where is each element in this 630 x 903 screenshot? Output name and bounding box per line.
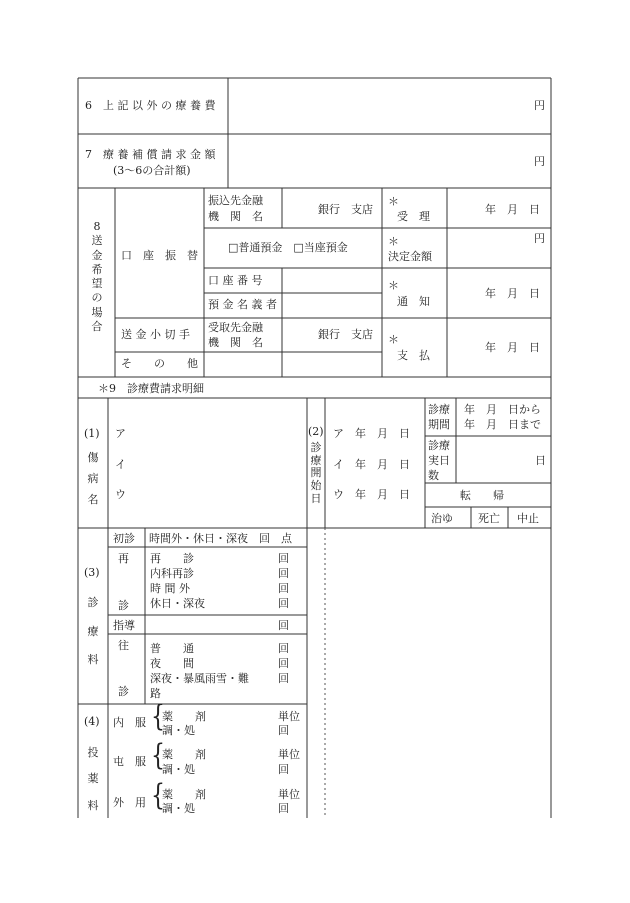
- home-visit-unit: 回: [278, 642, 289, 655]
- home-visit-item: 普 通: [150, 642, 194, 655]
- injury-title-char: 名: [87, 492, 99, 506]
- medication-title-char: 料: [87, 798, 99, 812]
- revisit-unit: 回: [278, 597, 289, 610]
- start-date-title-char: 開: [310, 466, 322, 480]
- section8-title-char: 送: [91, 234, 103, 248]
- revisit-char-top: 再: [118, 552, 129, 565]
- section8-title-char: の: [91, 291, 103, 305]
- medication-line: 薬 剤: [162, 748, 206, 761]
- injury-item-a: ア: [115, 427, 126, 440]
- revisit-unit: 回: [278, 582, 289, 595]
- as-needed-label: 屯 服: [113, 755, 146, 768]
- injury-title: [86, 448, 100, 511]
- brace-icon: {: [151, 780, 165, 813]
- bank-label-line2: 機 関 名: [208, 210, 263, 223]
- home-visit-item: 夜 間: [150, 657, 194, 670]
- accepted-date: 年 月 日: [485, 203, 540, 216]
- revisit-item: 時 間 外: [150, 582, 190, 595]
- start-date-row-i: イ 年 月 日: [333, 458, 410, 471]
- other-method-label: そ の 他: [121, 357, 198, 370]
- actual-days-unit: 日: [535, 454, 546, 467]
- injury-item-i: イ: [115, 458, 126, 471]
- revisit-item: 再 診: [150, 552, 194, 565]
- consult-number: (3): [84, 566, 100, 579]
- section9-title: ＊9 診療費請求明細: [98, 382, 204, 395]
- guidance-unit: 回: [278, 619, 289, 632]
- medication-title-char: 投: [87, 746, 99, 759]
- outcome-title: 転 帰: [460, 489, 504, 502]
- injury-title-char: 傷: [87, 451, 99, 464]
- home-visit-unit: 回: [278, 672, 289, 685]
- decided-mark: ＊: [388, 235, 399, 248]
- bank-branch-suffix: 銀行 支店: [318, 203, 373, 216]
- period-from: 年 月 日から: [464, 403, 541, 416]
- start-date-title-char: 診: [310, 441, 322, 454]
- medication-unit: 回: [278, 763, 289, 776]
- start-date-title-char: 日: [310, 491, 322, 505]
- receiver-label-line2: 機 関 名: [208, 336, 263, 349]
- consult-title: [86, 589, 100, 675]
- medication-title-char: 薬: [87, 772, 99, 786]
- start-date-title-char: 療: [310, 453, 322, 467]
- home-visit-char-bottom: 診: [118, 685, 129, 698]
- first-visit-desc: 時間外・休日・深夜 回 点: [149, 532, 292, 545]
- period-to: 年 月 日まで: [464, 418, 541, 431]
- payment-label: 支 払: [397, 349, 430, 362]
- outcome-option-discontinued[interactable]: 中止: [517, 512, 539, 525]
- section8-title-char: 場: [91, 305, 103, 319]
- section8-title-char: 希: [91, 262, 103, 276]
- payment-mark: ＊: [388, 333, 399, 346]
- period-label-line1: 診療: [428, 403, 450, 416]
- revisit-unit: 回: [278, 567, 289, 580]
- start-date-row-a: ア 年 月 日: [333, 427, 410, 440]
- receiver-branch-suffix: 銀行 支店: [318, 328, 373, 341]
- payment-date: 年 月 日: [485, 341, 540, 354]
- consult-title-char: 療: [87, 624, 99, 638]
- medication-unit: 単位: [278, 788, 300, 801]
- brace-icon: {: [151, 740, 165, 773]
- start-date-title-char: 始: [310, 478, 322, 492]
- section8-title-char: 望: [91, 277, 103, 291]
- revisit-item: 休日・深夜: [150, 597, 205, 610]
- home-visit-unit: 回: [278, 657, 289, 670]
- row6-label: 6 上 記 以 外 の 療 養 費: [85, 99, 216, 112]
- medication-title: [86, 740, 100, 819]
- section8-title-char: 合: [91, 320, 103, 334]
- start-date-row-u: ウ 年 月 日: [333, 488, 410, 501]
- external-use-label: 外 用: [113, 796, 146, 809]
- row7-yen-unit: 円: [534, 155, 545, 168]
- deposit-type-checkboxes[interactable]: □普通預金 □当座預金: [228, 241, 348, 254]
- medication-number: (4): [84, 715, 100, 728]
- brace-icon: {: [151, 701, 165, 734]
- home-visit-item: 路: [150, 687, 161, 700]
- account-transfer-label: 口 座 振 替: [121, 249, 198, 262]
- receiver-label-line1: 受取先金融: [208, 321, 263, 334]
- outcome-option-death[interactable]: 死亡: [478, 512, 500, 525]
- guidance-label: 指導: [113, 619, 135, 632]
- injury-title-char: 病: [87, 471, 99, 485]
- medication-line: 調・処: [162, 802, 195, 815]
- money-order-label: 送 金 小 切 手: [121, 328, 190, 341]
- actual-days-label-line2: 実日: [428, 454, 450, 467]
- medication-unit: 回: [278, 724, 289, 737]
- consult-title-char: 診: [87, 596, 99, 609]
- medication-unit: 単位: [278, 748, 300, 761]
- medication-line: 薬 剤: [162, 788, 206, 801]
- home-visit-item: 深夜・暴風雨雪・難: [150, 672, 249, 685]
- row7-sublabel: (3〜6の合計額): [113, 164, 191, 177]
- start-date-number: (2): [308, 425, 324, 438]
- section8-title-char: 金: [91, 248, 103, 262]
- medication-unit: 単位: [278, 710, 300, 723]
- account-holder-label: 預 金 名 義 者: [208, 298, 277, 311]
- outcome-option-cured[interactable]: 治ゆ: [431, 512, 453, 525]
- start-date-title: [309, 442, 323, 505]
- notice-date: 年 月 日: [485, 287, 540, 300]
- revisit-unit: 回: [278, 552, 289, 565]
- actual-days-label-line3: 数: [428, 469, 439, 482]
- first-visit-label: 初診: [113, 532, 135, 545]
- medication-line: 調・処: [162, 724, 195, 737]
- consult-title-char: 料: [87, 653, 99, 667]
- notice-mark: ＊: [388, 279, 399, 292]
- section8-title-char: 8: [93, 220, 101, 233]
- home-visit-char-top: 往: [118, 639, 129, 652]
- medication-line: 調・処: [162, 763, 195, 776]
- accepted-mark: ＊: [388, 195, 399, 208]
- account-number-label: 口 座 番 号: [208, 274, 263, 287]
- accepted-label: 受 理: [397, 210, 430, 223]
- section8-title: [90, 220, 104, 334]
- decided-label: 決定金額: [388, 250, 432, 263]
- row7-label: 7 療 養 補 償 請 求 金 額: [85, 148, 216, 161]
- medication-line: 薬 剤: [162, 710, 206, 723]
- revisit-item: 内科再診: [150, 567, 194, 580]
- injury-item-u: ウ: [115, 488, 126, 501]
- internal-use-label: 内 服: [113, 716, 146, 729]
- injury-number: (1): [84, 427, 100, 440]
- actual-days-label-line1: 診療: [428, 439, 450, 452]
- decided-yen-unit: 円: [534, 232, 545, 245]
- notice-label: 通 知: [397, 295, 430, 308]
- bank-label-line1: 振込先金融: [208, 194, 263, 207]
- period-label-line2: 期間: [428, 418, 450, 431]
- revisit-char-bottom: 診: [118, 599, 129, 612]
- medication-unit: 回: [278, 802, 289, 815]
- row6-yen-unit: 円: [534, 99, 545, 112]
